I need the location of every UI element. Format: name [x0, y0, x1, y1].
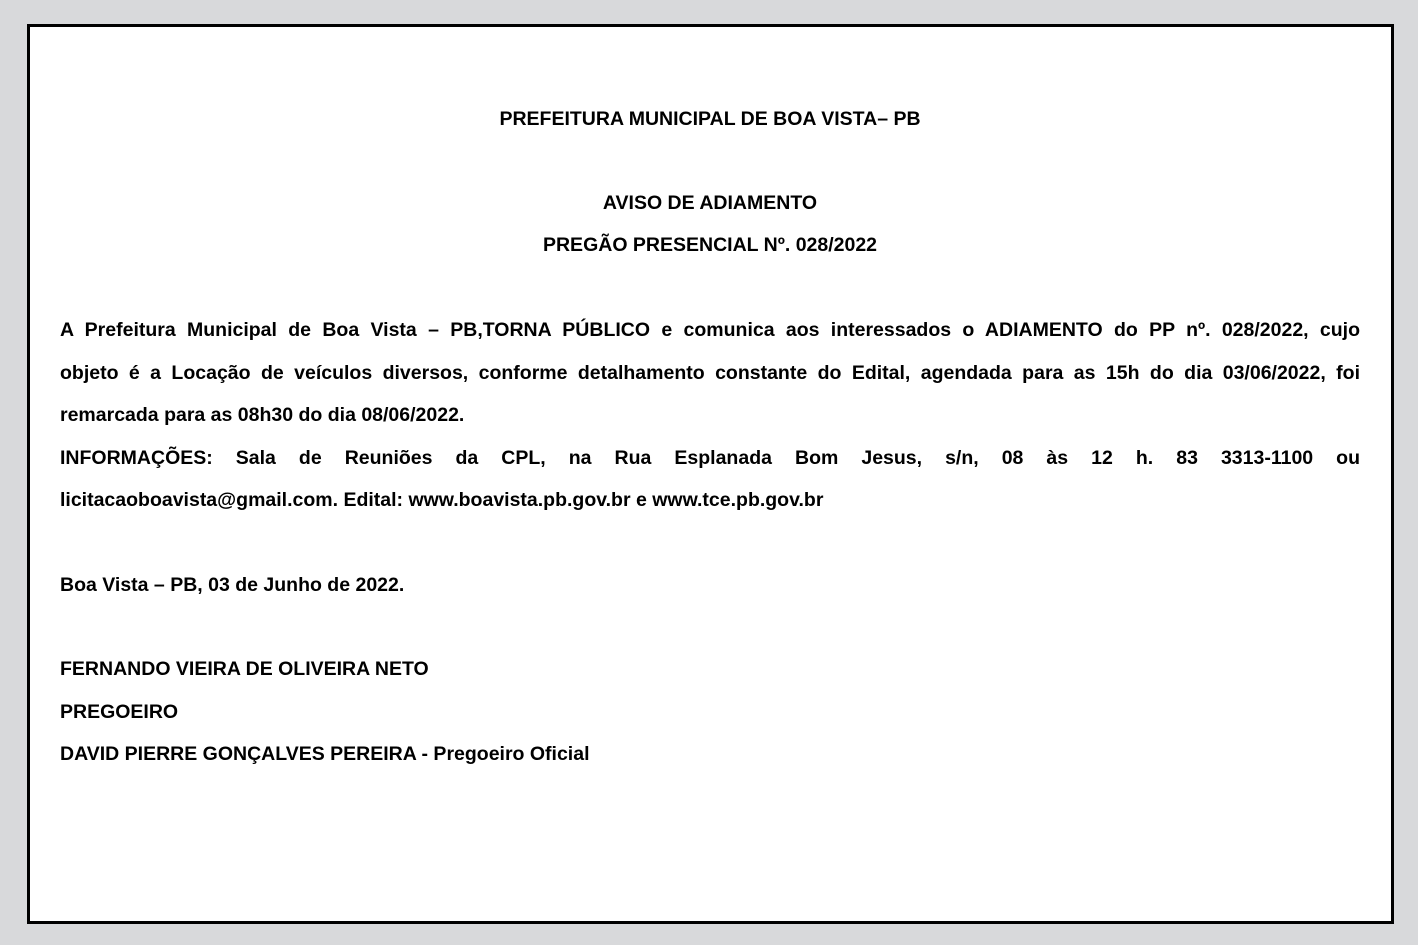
org-title: PREFEITURA MUNICIPAL DE BOA VISTA– PB: [499, 108, 921, 130]
paragraph-line-2: objeto é a Locação de veículos diversos, conforme detalhamento constante do Edital, agendada para as 15h do dia 03/06/2022, foi: [60, 362, 1360, 384]
paragraph-line-1: A Prefeitura Municipal de Boa Vista – PB,TORNA PÚBLICO e comunica aos interessados o ADIAMENTO do PP nº. 028/2022, cujo: [60, 319, 1360, 341]
procedure-number: PREGÃO PRESENCIAL Nº. 028/2022: [542, 234, 878, 256]
notice-title: AVISO DE ADIAMENTO: [602, 192, 818, 214]
signature-official: DAVID PIERRE GONÇALVES PEREIRA - Pregoeiro Oficial: [60, 743, 590, 765]
info-line-2: licitacaoboavista@gmail.com. Edital: www.boavista.pb.gov.br e www.tce.pb.gov.br: [60, 489, 824, 511]
info-line-1: INFORMAÇÕES: Sala de Reuniões da CPL, na Rua Esplanada Bom Jesus, s/n, 08 às 12 h. 83 3313-1100 ou: [60, 447, 1360, 469]
date-line: Boa Vista – PB, 03 de Junho de 2022.: [60, 574, 405, 596]
signature-role: PREGOEIRO: [60, 701, 179, 723]
signature-name: FERNANDO VIEIRA DE OLIVEIRA NETO: [60, 658, 429, 680]
paragraph-line-3: remarcada para as 08h30 do dia 08/06/2022.: [60, 404, 465, 426]
notice-document: [27, 24, 1394, 924]
